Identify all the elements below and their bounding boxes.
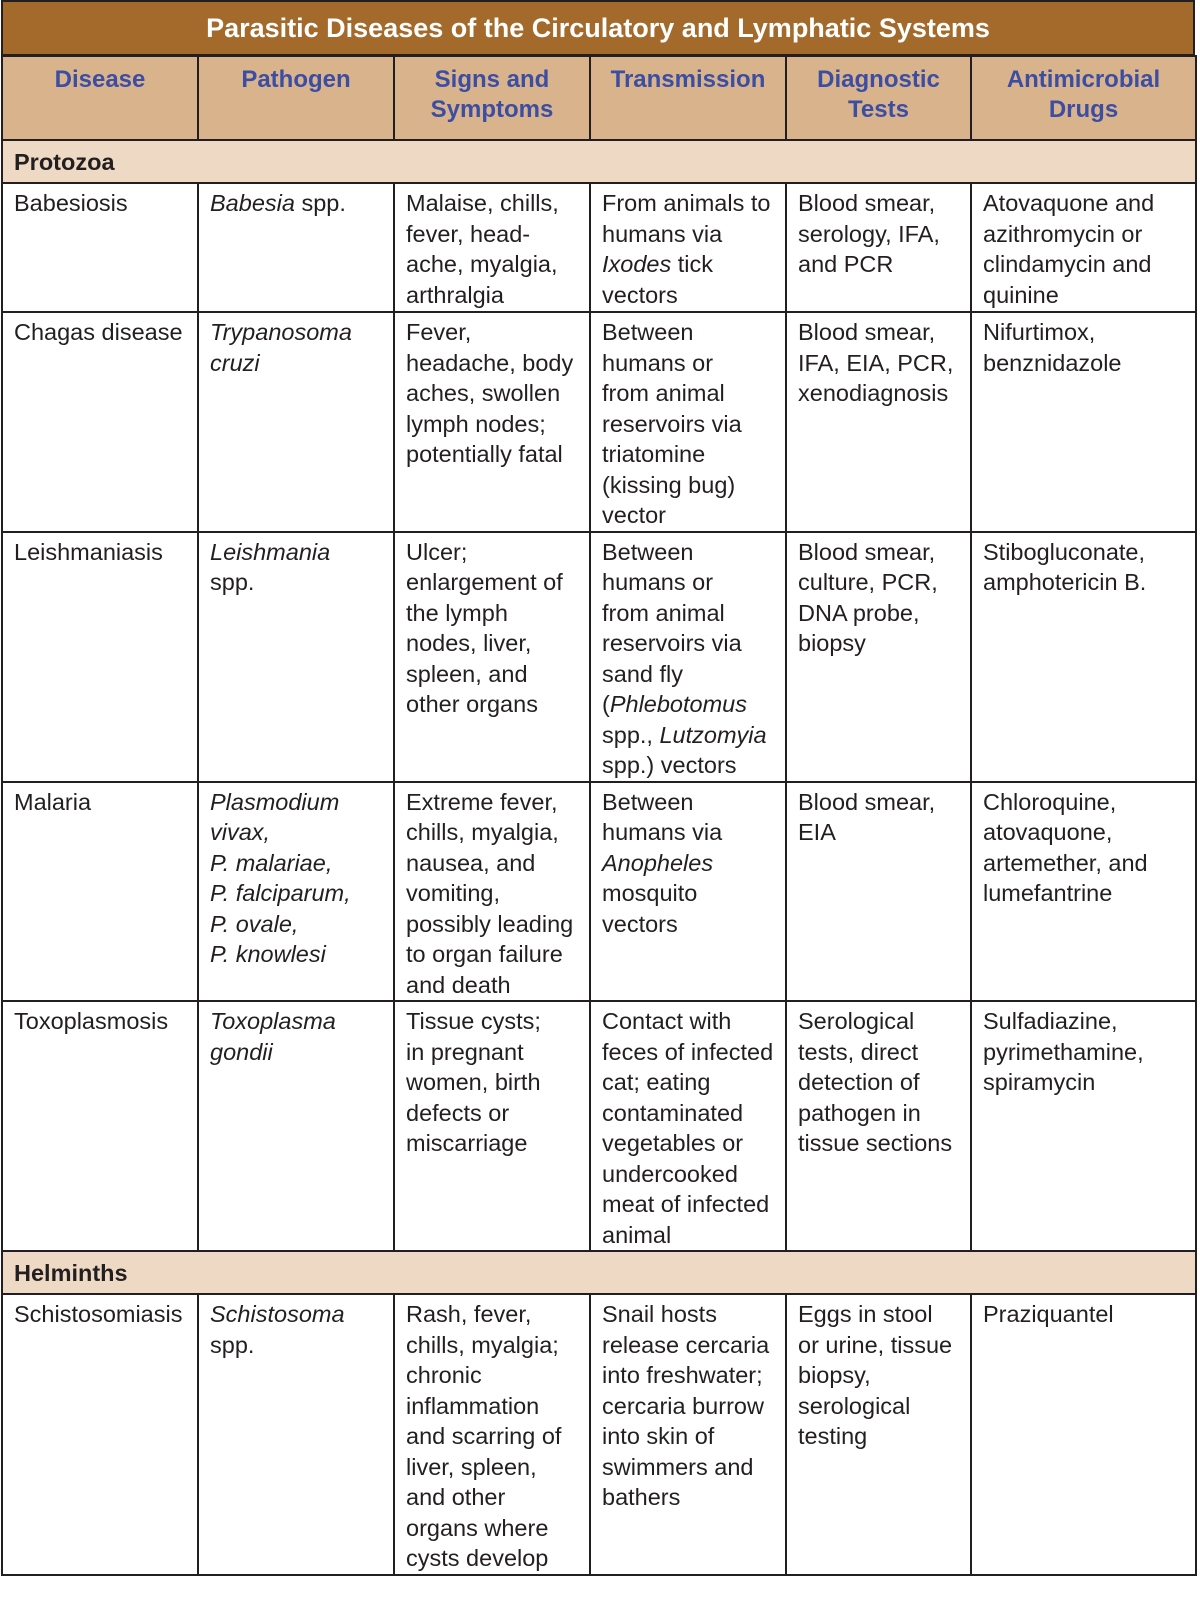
drugs-cell: Praziquantel — [971, 1294, 1196, 1575]
column-header-transmission: Transmission — [590, 56, 786, 140]
signs-cell: Extreme fever, chills, myalgia, nausea, and vomiting, possibly leading to organ failure and death — [394, 782, 590, 1002]
disease-cell: Toxoplasmosis — [2, 1001, 198, 1251]
section-row — [2, 140, 1196, 183]
transmission-cell: Snail hosts release cercaria into freshwater; cercaria burrow into skin of swimmers and bathers — [590, 1294, 786, 1575]
column-header-signs: Signs and Symptoms — [394, 56, 590, 140]
column-header-disease: Disease — [2, 56, 198, 140]
pathogen-cell: Toxoplasma gondii — [198, 1001, 394, 1251]
transmission-cell: Between humans via Anopheles mosquito vectors — [590, 782, 786, 1002]
table-row — [2, 312, 1196, 532]
header-row — [2, 56, 1196, 140]
section-label-helminths: Helminths — [2, 1251, 1196, 1294]
tests-cell: Serological tests, direct detection of pathogen in tissue sections — [786, 1001, 971, 1251]
pathogen-cell: Trypanosoma cruzi — [198, 312, 394, 532]
disease-cell: Babesiosis — [2, 183, 198, 312]
table-row — [2, 532, 1196, 782]
drugs-cell: Stibogluconate, amphotericin B. — [971, 532, 1196, 782]
table-title: Parasitic Diseases of the Circulatory and Lymphatic Systems — [1, 0, 1195, 56]
drugs-cell: Nifurtimox, benznidazole — [971, 312, 1196, 532]
drugs-cell: Chloroquine, atovaquone, artemether, and lumefantrine — [971, 782, 1196, 1002]
column-header-tests: Diagnostic Tests — [786, 56, 971, 140]
disease-cell: Schistosomiasis — [2, 1294, 198, 1575]
signs-cell: Fever, headache, body aches, swollen lymph nodes; potentially fatal — [394, 312, 590, 532]
section-label-protozoa: Protozoa — [2, 140, 1196, 183]
table-row — [2, 1001, 1196, 1251]
tests-cell: Blood smear, culture, PCR, DNA probe, biopsy — [786, 532, 971, 782]
signs-cell: Tissue cysts; in pregnant women, birth defects or miscarriage — [394, 1001, 590, 1251]
tests-cell: Blood smear, IFA, EIA, PCR, xenodiagnosis — [786, 312, 971, 532]
drugs-cell: Sulfadiazine, pyrimethamine, spiramycin — [971, 1001, 1196, 1251]
drugs-cell: Atovaquone and azithromycin or clindamycin and quinine — [971, 183, 1196, 312]
pathogen-cell: Babesia spp. — [198, 183, 394, 312]
tests-cell: Blood smear, EIA — [786, 782, 971, 1002]
section-row — [2, 1251, 1196, 1294]
tests-cell: Eggs in stool or urine, tissue biopsy, serological testing — [786, 1294, 971, 1575]
diseases-table — [1, 55, 1197, 1576]
pathogen-cell: Leishmania spp. — [198, 532, 394, 782]
pathogen-cell: Plasmodium vivax, P. malariae, P. falciparum, P. ovale, P. knowlesi — [198, 782, 394, 1002]
signs-cell: Ulcer; enlargement of the lymph nodes, liver, spleen, and other organs — [394, 532, 590, 782]
disease-cell: Chagas disease — [2, 312, 198, 532]
table-row — [2, 1294, 1196, 1575]
disease-cell: Malaria — [2, 782, 198, 1002]
transmission-cell: From animals to humans via Ixodes tick vectors — [590, 183, 786, 312]
signs-cell: Malaise, chills, fever, head- ache, myalgia, arthralgia — [394, 183, 590, 312]
table-row — [2, 183, 1196, 312]
disease-cell: Leishmaniasis — [2, 532, 198, 782]
transmission-cell: Between humans or from animal reservoirs via sand fly (Phlebotomus spp., Lutzomyia spp.) vectors — [590, 532, 786, 782]
table-row — [2, 782, 1196, 1002]
tests-cell: Blood smear, serology, IFA, and PCR — [786, 183, 971, 312]
transmission-cell: Between humans or from animal reservoirs via triatomine (kissing bug) vector — [590, 312, 786, 532]
column-header-drugs: Antimicrobial Drugs — [971, 56, 1196, 140]
column-header-pathogen: Pathogen — [198, 56, 394, 140]
pathogen-cell: Schistosoma spp. — [198, 1294, 394, 1575]
signs-cell: Rash, fever, chills, myalgia; chronic inflammation and scarring of liver, spleen, and other organs where cysts develop — [394, 1294, 590, 1575]
transmission-cell: Contact with feces of infected cat; eating contaminated vegetables or undercooked meat of infected animal — [590, 1001, 786, 1251]
